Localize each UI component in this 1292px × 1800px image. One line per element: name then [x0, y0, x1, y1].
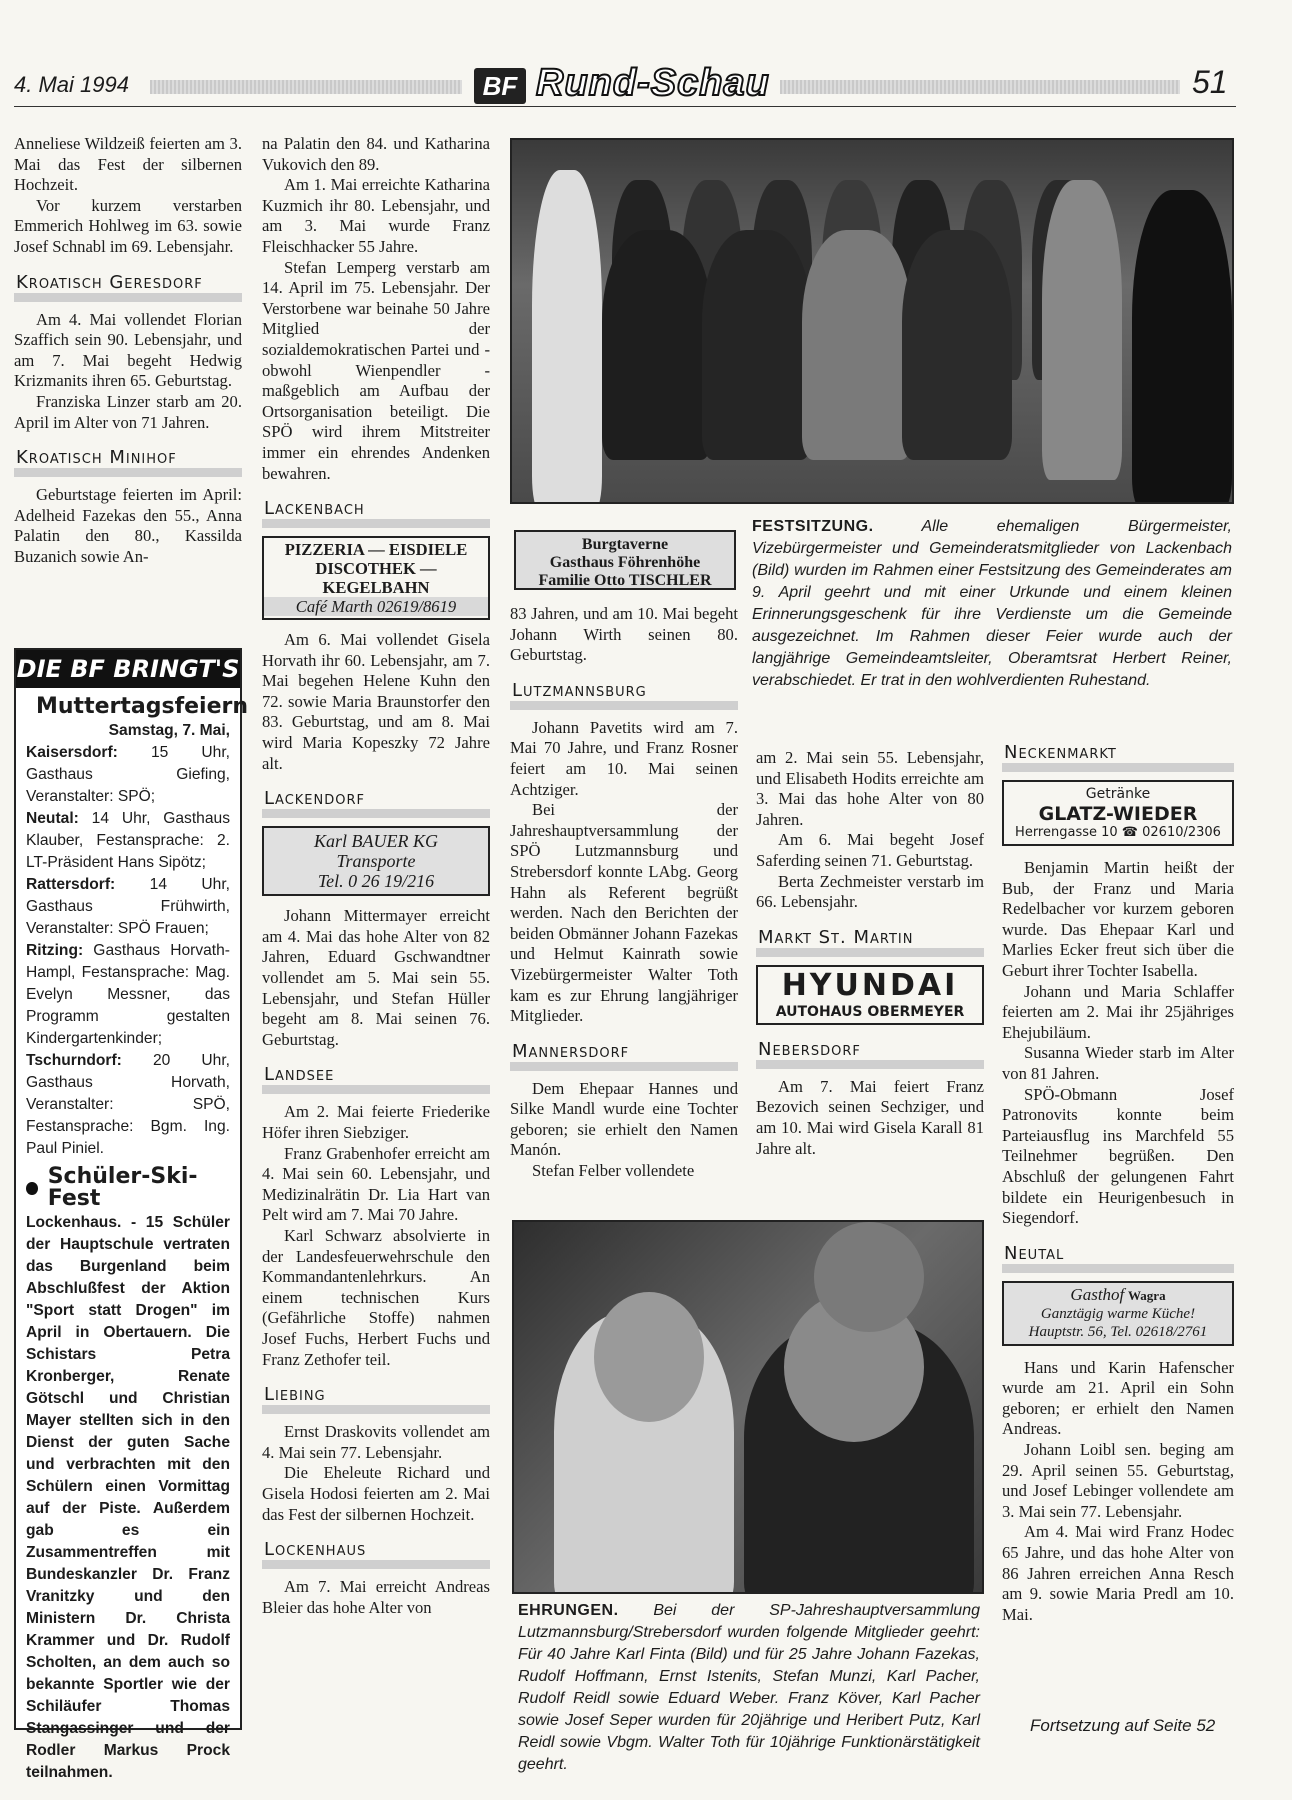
article-text: Am 7. Mai erreicht Andreas Bleier das hohe Alter von — [262, 1577, 490, 1617]
column-2 — [262, 134, 490, 1618]
ad-gasthof: Gasthof Wagra Ganztägig warme Küche! Hauptstr. 56, Tel. 02618/2761 — [1002, 1281, 1234, 1346]
box-heading-ski: Schüler-Ski-Fest — [26, 1166, 230, 1210]
article-text: Am 6. Mai vollendet Gisela Horvath ihr 60. Lebensjahr, am 7. Mai begehen Helene Kuhn den 72. sowie Maria Braunstorfer den 83. Geburtstag, und am 8. Mai wird Maria Kopeszky 72 Jahre alt. — [262, 630, 490, 773]
photo-figure — [532, 170, 602, 504]
page-number: 51 — [1192, 64, 1228, 100]
heading-lackendorf: Lackendorf — [262, 788, 490, 818]
article-text: Bei der Jahreshauptversammlung der SPÖ Lutzmannsburg und Strebersdorf konnte LAbg. Georg Hahn als Referent begrüßt werden. Nach den Berichten der beiden Obmänner Johann Fazekas und Helmut Kainrath sowie Vizebürgermeister Walter Toth kam es zur Ehrung langjähriger Mitglieder. — [510, 800, 738, 1026]
heading-kroatisch-minihof: Kroatisch Minihof — [14, 447, 242, 477]
heading-lutzmannsburg: Lutzmannsburg — [510, 680, 738, 710]
photo-figure — [814, 1222, 924, 1332]
continued-note: Fortsetzung auf Seite 52 — [1030, 1716, 1216, 1735]
heading-lackenbach: Lackenbach — [262, 498, 490, 528]
column-1 — [14, 134, 242, 568]
heading-landsee: Landsee — [262, 1064, 490, 1094]
heading-nebersdorf: Nebersdorf — [756, 1039, 984, 1069]
photo-figure — [1132, 190, 1232, 504]
column-4 — [756, 748, 984, 1159]
article-text: Karl Schwarz absolvierte in der Landesfeuerwehrschule den Kommandantenlehrkurs. An einem technischen Kurs (Gefährliche Stoffe) nahmen Josef Fuchs, Herbert Fuchs und Franz Zethofer teil. — [262, 1225, 490, 1369]
article-text: Berta Zechmeister verstarb im 66. Lebensjahr. — [756, 871, 984, 912]
photo-figure — [802, 230, 912, 460]
article-text: 83 Jahren, und am 10. Mai begeht Johann Wirth seinen 80. Geburtstag. — [510, 604, 738, 665]
article-text: Dem Ehepaar Hannes und Silke Mandl wurde eine Tochter geboren; sie erhielt den Namen Manón. — [510, 1078, 738, 1160]
photo-figure — [1042, 180, 1122, 480]
event-item: Kaisersdorf: 15 Uhr, Gasthaus Giefing, Veranstalter: SPÖ; — [26, 744, 230, 805]
article-text: Susanna Wieder starb im Alter von 81 Jahren. — [1002, 1043, 1234, 1083]
event-item: Neutal: 14 Uhr, Gasthaus Klauber, Festansprache: 2. LT-Präsident Hans Sipötz; — [26, 810, 230, 871]
column-3 — [510, 604, 738, 1182]
caption-ehrungen: EHRUNGEN. Bei der SP-Jahreshauptversammlung Lutzmannsburg/Strebersdorf wurden folgende Mitglieder geehrt: Für 40 Jahre Karl Finta (Bild) und für 25 Jahre Johann Fazekas, Rudolf Hoffmann, Ernst Istenits, Stefan Munzi, Karl Pacher, Rudolf Reidl sowie Eduard Weber. Franz Köver, Karl Pacher sowie Josef Seper wurden für 20jährige und Heribert Putz, Karl Reidl sowie Vbgm. Walter Toth für 10jährige Funktionärstätigkeit geehrt. — [518, 1602, 980, 1773]
ski-text: Lockenhaus. - 15 Schüler der Hauptschule vertraten das Burgenland beim Abschlußfest der Aktion "Sport statt Drogen" im April in Obertauern. Die Schistars Petra Kronberger, Renate Götschl und Christian Mayer stellten sich in den Dienst der guten Sache und verbrachten mit den Schülern einen Vormittag auf der Piste. Außerdem gab es ein Zusammentreffen mit Bundeskanzler Dr. Franz Vranitzky und den Ministern Dr. Christa Krammer und Dr. Rudolf Scholten, an dem auch so bekannte Sportler wie der Schiläufer Thomas Stangassinger und der Rodler Markus Prock teilnahmen. — [26, 1214, 230, 1781]
article-text: Johann Mittermayer erreicht am 4. Mai das hohe Alter von 82 Jahren, Eduard Gschwandtner vollendet am 5. Mai sein 55. Lebensjahr, und Stefan Hüller begeht am 8. Mai seinen 76. Geburtstag. — [262, 906, 490, 1049]
heading-kroatisch-geresdorf: Kroatisch Geresdorf — [14, 272, 242, 302]
article-text: Am 4. Mai wird Franz Hodec 65 Jahre, und das hohe Alter von 86 Jahren erreichen Anna Resch am 9. sowie Maria Predl am 10. Mai. — [1002, 1522, 1234, 1624]
heading-lockenhaus: Lockenhaus — [262, 1539, 490, 1569]
article-text: am 2. Mai sein 55. Lebensjahr, und Elisabeth Hodits erreichte am 3. Mai das hohe Alter von 80 Jahren. — [756, 748, 984, 829]
article-text: SPÖ-Obmann Josef Patronovits konnte beim Parteiausflug ins Marchfeld 55 Teilnehmer begrüßen. Den Abschluß der gelungenen Fahrt bildete ein Heurigenbesuch in Siegendorf. — [1002, 1084, 1234, 1228]
column-5 — [1002, 742, 1234, 1625]
article-text: Benjamin Martin heißt der Bub, der Franz und Maria Redelbacher vor kurzem geboren wurde. Das Ehepaar Karl und Marlies Ecker freut sich über die Geburt ihrer Tochter Isabella. — [1002, 858, 1234, 980]
article-text: Die Eheleute Richard und Gisela Hodosi feierten am 2. Mai das Fest der silbernen Hochzeit. — [262, 1463, 490, 1524]
ad-burgtaverne: Burgtaverne Gasthaus Föhrenhöhe Familie Otto TISCHLER — [514, 530, 736, 590]
article-text: Am 1. Mai erreichte Katharina Kuzmich ihr 80. Lebensjahr, und am 3. Mai wurde Franz Fleischhacker 55 Jahre. — [262, 175, 490, 256]
article-text: Stefan Felber vollendete — [532, 1161, 695, 1181]
header-rule-right — [780, 80, 1180, 94]
bullet-icon — [26, 1182, 38, 1195]
caption-festsitzung: FESTSITZUNG. Alle ehemaligen Bürgermeister, Vizebürgermeister und Gemeinderatsmitglieder von Lackenbach (Bild) wurden im Rahmen einer Festsitzung des Gemeinderates am 9. April geehrt und mit einer Urkunde und einem kleinen Erinnerungsgeschenk für ihre Verdienste um die Gemeinde ausgezeichnet. Im Rahmen dieser Feier wurde auch der langjährige Gemeindeamtsleiter, Oberamtsrat Herbert Reiner, verabschiedet. Er trat in den wohlverdienten Ruhestand. — [752, 518, 1232, 689]
bf-bringts-box — [14, 648, 249, 1781]
article-text: Am 6. Mai begeht Josef Saferding seinen 71. Geburtstag. — [756, 830, 984, 870]
event-item: Tschurndorf: 20 Uhr, Gasthaus Horvath, Veranstalter: SPÖ, Festansprache: Bgm. Ing. Paul Piniel. — [26, 1052, 230, 1157]
photo-figure — [602, 230, 712, 460]
article-text: Johann und Maria Schlaffer feierten am 2. Mai ihr 25jähriges Ehejubiläum. — [1002, 981, 1234, 1042]
box-heading-muttertag: Muttertagsfeiern — [36, 694, 249, 719]
article-text: Hans und Karin Hafenscher wurde am 21. April ein Sohn geboren; er erhielt den Namen Andreas. — [1002, 1357, 1234, 1439]
bf-logo: BF — [474, 68, 526, 104]
article-text: Am 7. Mai feiert Franz Bezovich seinen Sechziger, und am 10. Mai wird Gisela Karall 81 Jahre alt. — [756, 1076, 984, 1158]
photo-figure — [902, 230, 1012, 460]
section-title: Rund-Schau — [536, 62, 770, 104]
heading-markt-st-martin: Markt St. Martin — [756, 927, 984, 957]
article-text: Am 4. Mai vollendet Florian Szaffich sein 90. Lebensjahr, und am 7. Mai begeht Hedwig Krizmanits ihren 65. Geburtstag. — [14, 309, 242, 391]
article-text: Am 2. Mai feierte Friederike Höfer ihren Siebziger. — [262, 1102, 490, 1142]
ad-karl-bauer: Karl BAUER KG Transporte Tel. 0 26 19/216 — [262, 826, 490, 896]
article-text: Geburtstage feierten im April: Adelheid Fazekas den 55., Anna Palatin den 80., Kassilda Buzanich sowie An- — [14, 485, 242, 566]
article-text: na Palatin den 84. und Katharina Vukovich den 89. — [262, 134, 490, 174]
heading-neutal: Neutal — [1002, 1243, 1234, 1273]
article-text: Anneliese Wildzeiß feierten am 3. Mai das Fest der silbernen Hochzeit. — [14, 134, 242, 195]
ad-glatz-wieder: Getränke GLATZ-WIEDER Herrengasse 10 ☎ 02610/2306 — [1002, 780, 1234, 846]
gasthof-logo: Wagra — [1128, 1287, 1166, 1303]
ad-hyundai: HYUNDAI AUTOHAUS OBERMEYER — [756, 965, 984, 1025]
heading-mannersdorf: Mannersdorf — [510, 1041, 738, 1071]
article-text: Johann Pavetits wird am 7. Mai 70 Jahre, und Franz Rosner feiert am 10. Mai seinen Achtziger. — [510, 717, 738, 799]
event-item: Rattersdorf: 14 Uhr, Gasthaus Frühwirth, Veranstalter: SPÖ Frauen; — [26, 876, 230, 937]
event-date: Samstag, 7. Mai, — [108, 722, 230, 739]
article-text: Johann Loibl sen. beging am 29. April seinen 55. Geburtstag, und Josef Lebinger vollendete am 3. Mai sein 77. Lebensjahr. — [1002, 1440, 1234, 1521]
header-rule-left — [150, 80, 462, 94]
photo-figure — [594, 1292, 704, 1422]
heading-liebing: Liebing — [262, 1384, 490, 1414]
event-item: Ritzing: Gasthaus Horvath-Hampl, Festansprache: Mag. Evelyn Messner, das Programm gestalten Kindergartenkinder; — [26, 942, 230, 1047]
issue-date: 4. Mai 1994 — [14, 72, 129, 97]
box-title: DIE BF BRINGT'S — [16, 650, 240, 688]
article-text: Ernst Draskovits vollendet am 4. Mai sein 77. Lebensjahr. — [262, 1422, 490, 1462]
article-text: Vor kurzem verstarben Emmerich Hohlweg im 63. sowie Josef Schnabl im 69. Lebensjahr. — [14, 195, 242, 256]
header-underline — [14, 106, 1236, 107]
heading-neckenmarkt: Neckenmarkt — [1002, 742, 1234, 772]
article-text: Stefan Lemperg verstarb am 14. April im 75. Lebensjahr. Der Verstorbene war beinahe 50 Jahre Mitglied der sozialdemokratischen Partei und - obwohl Wienpendler - maßgeblich am Aufbau der Ortsorganisation beteiligt. Die SPÖ wird ihrem Mitstreiter immer ein ehrendes Andenken bewahren. — [262, 257, 490, 483]
article-text: Franziska Linzer starb am 20. April im Alter von 71 Jahren. — [14, 391, 242, 432]
article-text: Franz Grabenhofer erreicht am 4. Mai sein 60. Lebensjahr, und Medizinalrätin Dr. Lia Hart van Pelt wird am 7. Mai 70 Jahre. — [262, 1143, 490, 1225]
ad-cafe-marth: PIZZERIA — EISDIELE DISCOTHEK — KEGELBAHN Café Marth 02619/8619 — [262, 536, 490, 620]
photo-festsitzung — [510, 138, 1234, 504]
photo-ehrungen — [512, 1220, 984, 1594]
photo-figure — [702, 230, 812, 460]
